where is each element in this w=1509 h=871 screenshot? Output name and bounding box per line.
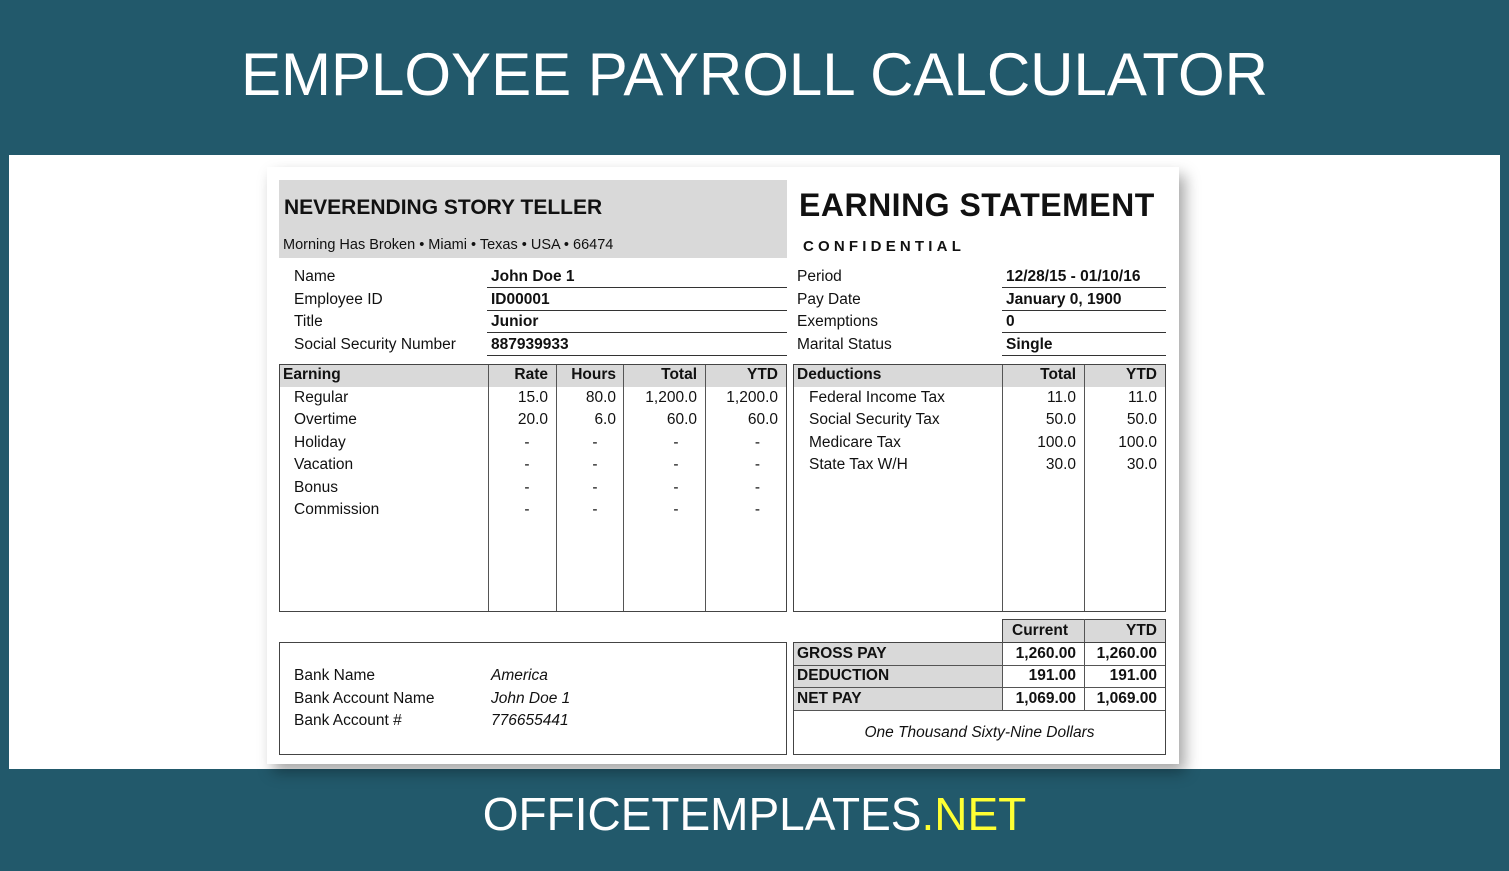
deductions-header-ytd: YTD [1126, 366, 1157, 383]
brand-tld: .NET [921, 788, 1027, 840]
field-underline [1002, 355, 1166, 356]
earning-ytd: 1,200.0 [726, 389, 778, 406]
row-divider [794, 687, 1165, 688]
bank-name-label: Bank Name [294, 667, 375, 684]
employee-id-value: ID00001 [491, 291, 550, 308]
statement-subtitle: CONFIDENTIAL [803, 238, 966, 255]
earning-total: - [673, 456, 679, 473]
gross-pay-current: 1,260.00 [1015, 645, 1076, 662]
employee-ssn-value: 887939933 [491, 336, 569, 353]
earnings-header-total: Total [661, 366, 697, 383]
summary-header-ytd: YTD [1126, 622, 1157, 639]
deductions-header-total: Total [1040, 366, 1076, 383]
earning-hours: - [592, 456, 598, 473]
deduction-total: 11.0 [1046, 389, 1076, 406]
earning-ytd: 60.0 [747, 411, 778, 428]
deduction-label: Social Security Tax [809, 411, 940, 428]
earning-ytd: - [754, 456, 761, 473]
earnings-header-rate: Rate [514, 366, 548, 383]
earning-total: - [673, 501, 679, 518]
deduction-ytd: 50.0 [1126, 411, 1157, 428]
earning-rate: - [524, 434, 530, 451]
net-pay-current: 1,069.00 [1015, 690, 1076, 707]
company-address: Morning Has Broken • Miami • Texas • USA • 66474 [283, 237, 614, 253]
deduction-total: 50.0 [1045, 411, 1076, 428]
header-banner [0, 0, 1509, 155]
field-underline [487, 332, 787, 333]
earning-rate: - [524, 479, 530, 496]
earning-rate: - [524, 501, 530, 518]
employee-id-label: Employee ID [294, 291, 383, 308]
field-underline [487, 355, 787, 356]
column-divider [1084, 365, 1085, 611]
net-pay-ytd: 1,069.00 [1096, 690, 1157, 707]
field-underline [487, 310, 787, 311]
bank-account-number-label: Bank Account # [294, 712, 402, 729]
company-name: NEVERENDING STORY TELLER [284, 196, 603, 219]
pay-date-label: Pay Date [797, 291, 861, 308]
summary-header-current: Current [1012, 622, 1068, 639]
earning-ytd: - [754, 501, 761, 518]
deduction-total: 30.0 [1045, 456, 1076, 473]
earning-total: - [673, 434, 679, 451]
column-divider [556, 365, 557, 611]
deduction-total: 100.0 [1037, 434, 1076, 451]
earning-hours: - [592, 434, 598, 451]
earnings-header-ytd: YTD [747, 366, 778, 383]
gross-pay-label: GROSS PAY [797, 645, 887, 662]
earning-ytd: - [754, 479, 761, 496]
earning-total: 1,200.0 [645, 389, 697, 406]
earning-label: Commission [294, 501, 380, 518]
column-divider [1002, 642, 1003, 710]
deduction-ytd: 30.0 [1126, 456, 1157, 473]
period-label: Period [797, 268, 842, 285]
earning-label: Holiday [294, 434, 346, 451]
deduction-label: State Tax W/H [809, 456, 908, 473]
footer-banner [0, 769, 1509, 871]
earning-rate: 15.0 [517, 389, 548, 406]
gross-pay-ytd: 1,260.00 [1096, 645, 1157, 662]
earning-label: Overtime [294, 411, 357, 428]
earning-hours: 6.0 [594, 411, 616, 428]
earning-label: Vacation [294, 456, 354, 473]
deduction-total-label: DEDUCTION [797, 667, 890, 684]
employee-name-label: Name [294, 268, 336, 285]
earning-label: Bonus [294, 479, 338, 496]
field-underline [1002, 287, 1166, 288]
period-value: 12/28/15 - 01/10/16 [1006, 268, 1141, 285]
earning-rate: 20.0 [517, 411, 548, 428]
field-underline [1002, 332, 1166, 333]
row-divider [794, 665, 1165, 666]
row-divider [794, 710, 1165, 711]
pay-date-value: January 0, 1900 [1006, 291, 1122, 308]
bank-name-value: America [491, 667, 548, 684]
exemptions-value: 0 [1006, 313, 1015, 330]
deduction-label: Medicare Tax [809, 434, 901, 451]
exemptions-label: Exemptions [797, 313, 878, 330]
earnings-header-earning: Earning [283, 366, 341, 383]
earning-rate: - [524, 456, 530, 473]
page-title: EMPLOYEE PAYROLL CALCULATOR [240, 41, 1268, 108]
earning-total: - [673, 479, 679, 496]
marital-status-label: Marital Status [797, 336, 892, 353]
earning-label: Regular [294, 389, 349, 406]
earning-hours: 80.0 [585, 389, 616, 406]
deduction-ytd: 100.0 [1118, 434, 1157, 451]
employee-name-value: John Doe 1 [491, 268, 575, 285]
column-divider [1002, 365, 1003, 611]
bank-account-number-value: 776655441 [491, 712, 569, 729]
net-pay-label: NET PAY [797, 690, 862, 707]
net-pay-in-words: One Thousand Sixty-Nine Dollars [864, 724, 1095, 741]
employee-title-value: Junior [491, 313, 539, 330]
earning-ytd: - [754, 434, 761, 451]
deduction-total-ytd: 191.00 [1109, 667, 1157, 684]
employee-ssn-label: Social Security Number [294, 336, 456, 353]
footer-brand [0, 787, 1509, 841]
earning-total: 60.0 [666, 411, 697, 428]
bank-account-name-label: Bank Account Name [294, 690, 435, 707]
deduction-total-current: 191.00 [1028, 667, 1076, 684]
deductions-header-label: Deductions [797, 366, 882, 383]
frame-left [0, 155, 9, 769]
earning-hours: - [592, 479, 598, 496]
marital-status-value: Single [1006, 336, 1053, 353]
field-underline [487, 287, 787, 288]
field-underline [1002, 310, 1166, 311]
frame-right [1500, 155, 1509, 769]
brand-name: OFFICETEMPLATES [482, 788, 922, 840]
deduction-ytd: 11.0 [1127, 389, 1157, 406]
column-divider [488, 365, 489, 611]
earnings-header-hours: Hours [571, 366, 616, 383]
earning-hours: - [592, 501, 598, 518]
statement-title: EARNING STATEMENT [799, 187, 1155, 223]
bank-account-name-value: John Doe 1 [491, 690, 571, 707]
employee-title-label: Title [294, 313, 323, 330]
deduction-label: Federal Income Tax [809, 389, 945, 406]
